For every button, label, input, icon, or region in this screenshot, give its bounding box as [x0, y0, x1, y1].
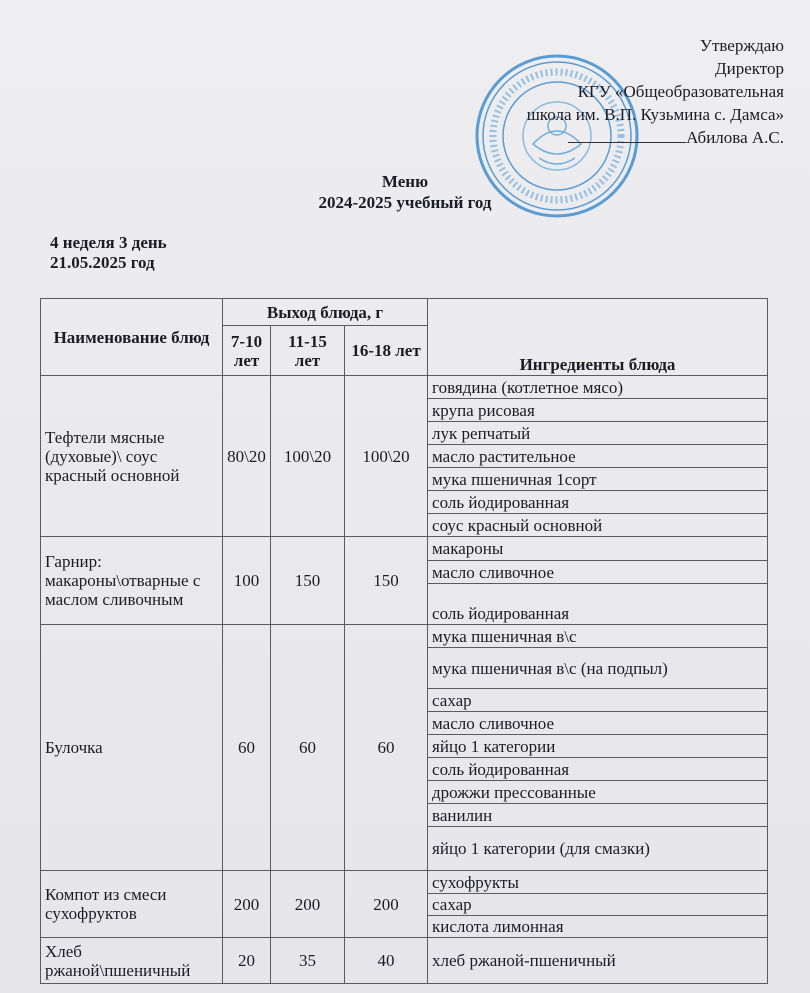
- dish-portion-7-10: 100: [223, 537, 271, 625]
- approval-line-3: КГУ «Общеобразовательная: [577, 82, 784, 101]
- ingredient: масло сливочное: [428, 712, 768, 735]
- signature-name: Абилова А.С.: [686, 128, 784, 147]
- table-row: [41, 537, 768, 561]
- ingredient: ванилин: [428, 804, 768, 827]
- table-row: [41, 625, 768, 648]
- dish-portion-16-18: 200: [345, 871, 428, 938]
- dish-portion-16-18: 40: [345, 938, 428, 984]
- ingredient: сахар: [428, 689, 768, 712]
- dish-portion-7-10: 80\20: [223, 376, 271, 537]
- table-row: [41, 376, 768, 399]
- ingredient: соль йодированная: [428, 758, 768, 781]
- header-ingredients: Ингредиенты блюда: [428, 299, 768, 376]
- header-age-16-18: 16-18 лет: [345, 326, 428, 376]
- ingredient: мука пшеничная 1сорт: [428, 468, 768, 491]
- dish-portion-11-15: 200: [271, 871, 345, 938]
- dish-portion-7-10: 200: [223, 871, 271, 938]
- ingredient: крупа рисовая: [428, 399, 768, 422]
- menu-table: [40, 298, 768, 984]
- ingredient: яйцо 1 категории: [428, 735, 768, 758]
- table-row: [41, 871, 768, 894]
- signature-line: [568, 128, 686, 143]
- ingredient: дрожжи прессованные: [428, 781, 768, 804]
- week-day: 4 неделя 3 день: [50, 233, 167, 252]
- ingredient: кислота лимонная: [428, 916, 768, 938]
- menu-title: Меню: [381, 172, 429, 191]
- dish-name: Булочка: [41, 625, 223, 871]
- ingredient: хлеб ржаной-пшеничный: [428, 938, 768, 984]
- approval-block: [424, 34, 784, 149]
- ingredient: яйцо 1 категории (для смазки): [428, 827, 768, 871]
- ingredient: макароны: [428, 537, 768, 561]
- dish-portion-16-18: 100\20: [345, 376, 428, 537]
- dish-name: Гарнир: макароны\отварные с маслом сливочным: [41, 537, 223, 625]
- ingredient: сухофрукты: [428, 871, 768, 894]
- dish-name: Компот из смеси сухофруктов: [41, 871, 223, 938]
- dish-portion-7-10: 20: [223, 938, 271, 984]
- dish-portion-16-18: 60: [345, 625, 428, 871]
- dish-name: Тефтели мясные (духовые)\ соус красный основной: [41, 376, 223, 537]
- header-output: Выход блюда, г: [223, 299, 428, 326]
- ingredient: масло растительное: [428, 445, 768, 468]
- ingredient: сахар: [428, 894, 768, 916]
- day-info: [50, 233, 167, 273]
- ingredient: говядина (котлетное мясо): [428, 376, 768, 399]
- ingredient: мука пшеничная в\с: [428, 625, 768, 648]
- approval-line-2: Директор: [715, 59, 784, 78]
- ingredient: соус красный основной: [428, 514, 768, 537]
- dish-portion-11-15: 100\20: [271, 376, 345, 537]
- ingredient: лук репчатый: [428, 422, 768, 445]
- table-row: [41, 938, 768, 984]
- header-age-11-15: 11-15 лет: [271, 326, 345, 376]
- dish-portion-11-15: 60: [271, 625, 345, 871]
- dish-portion-11-15: 35: [271, 938, 345, 984]
- ingredient: масло сливочное: [428, 561, 768, 584]
- approval-line-4: школа им. В.П. Кузьмина с. Дамса»: [526, 105, 784, 124]
- approval-line-1: Утверждаю: [699, 36, 784, 55]
- menu-date: 21.05.2025 год: [50, 253, 155, 272]
- dish-portion-16-18: 150: [345, 537, 428, 625]
- menu-subtitle: 2024-2025 учебный год: [318, 193, 492, 212]
- ingredient: мука пшеничная в\с (на подпыл): [428, 648, 768, 689]
- header-dish-name: Наименование блюд: [41, 299, 223, 376]
- dish-portion-11-15: 150: [271, 537, 345, 625]
- dish-name: Хлеб ржаной\пшеничный: [41, 938, 223, 984]
- ingredient: соль йодированная: [428, 584, 768, 625]
- dish-portion-7-10: 60: [223, 625, 271, 871]
- ingredient: соль йодированная: [428, 491, 768, 514]
- header-age-7-10: 7-10 лет: [223, 326, 271, 376]
- approval-signature: [424, 126, 784, 149]
